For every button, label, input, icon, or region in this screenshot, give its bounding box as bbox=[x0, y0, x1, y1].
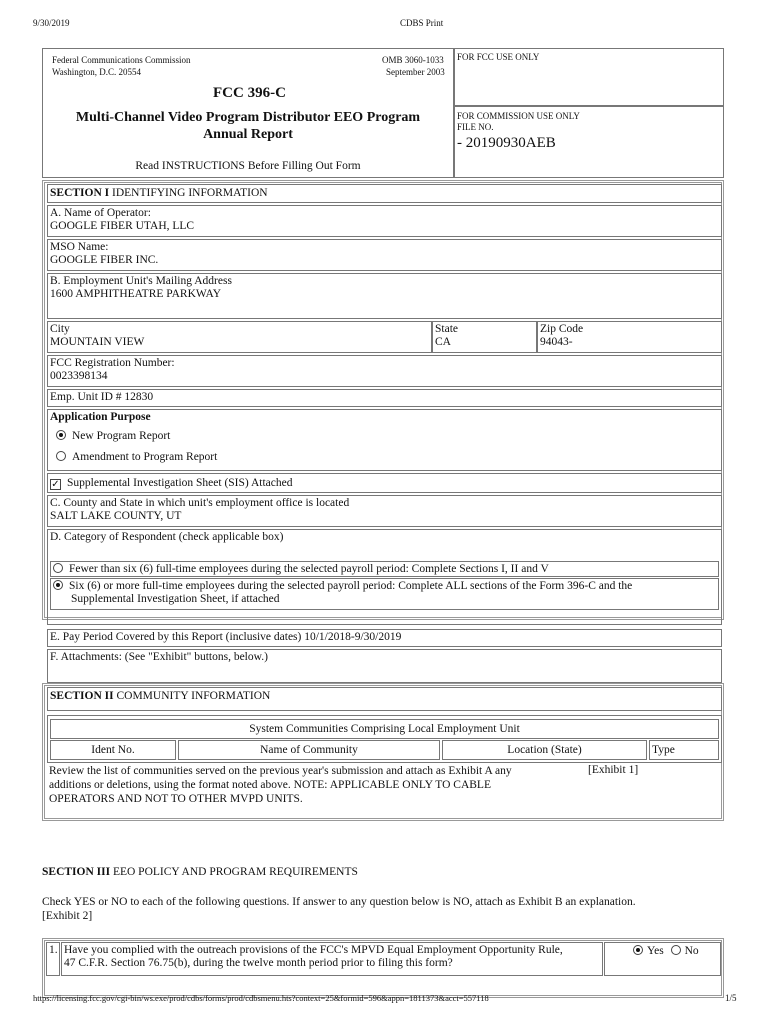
category-field: D. Category of Respondent (check applicable box) bbox=[47, 529, 722, 625]
category-six-or-more-option[interactable]: Six (6) or more full-time employees during the selected payroll period: Complete ALL sections of the Form 396-C and the Supplemental Investigation Sheet, if attached bbox=[50, 578, 719, 610]
section-1-heading: SECTION I IDENTIFYING INFORMATION bbox=[47, 184, 722, 203]
question-1-number: 1. bbox=[46, 942, 60, 976]
communities-table-title: System Communities Comprising Local Employment Unit bbox=[50, 719, 719, 739]
operator-name: GOOGLE FIBER UTAH, LLC bbox=[50, 220, 195, 232]
exhibit-1-link[interactable]: [Exhibit 1] bbox=[588, 764, 639, 776]
purpose-amendment-option[interactable]: Amendment to Program Report bbox=[56, 451, 719, 464]
col-ident-no: Ident No. bbox=[50, 740, 176, 760]
state-field: State CA bbox=[432, 321, 537, 353]
category-fewer-option[interactable]: Fewer than six (6) full-time employees during the selected payroll period: Complete Sections I, II and V bbox=[50, 561, 719, 577]
file-number: - 20190930AEB bbox=[457, 135, 556, 151]
radio-selected-icon[interactable] bbox=[53, 580, 63, 590]
no-option[interactable]: No bbox=[671, 945, 699, 957]
frn-value: 0023398134 bbox=[50, 370, 108, 382]
frn-field: FCC Registration Number: 0023398134 bbox=[47, 355, 722, 387]
agency-city: Washington, D.C. 20554 bbox=[52, 67, 142, 77]
state-value: CA bbox=[435, 336, 451, 348]
radio-empty-icon[interactable] bbox=[56, 451, 66, 461]
city-field: City MOUNTAIN VIEW bbox=[47, 321, 432, 353]
section-2-heading: SECTION II COMMUNITY INFORMATION bbox=[47, 687, 722, 711]
attachments-field: F. Attachments: (See "Exhibit" buttons, below.) bbox=[47, 649, 722, 683]
radio-empty-icon[interactable] bbox=[53, 563, 63, 573]
yes-option[interactable]: Yes bbox=[633, 945, 664, 957]
print-date: 9/30/2019 bbox=[33, 18, 70, 28]
omb-number: OMB 3060-1033 bbox=[382, 55, 444, 65]
sis-attached-row[interactable]: ✓ Supplemental Investigation Sheet (SIS) Attached bbox=[47, 473, 722, 493]
radio-empty-icon[interactable] bbox=[671, 945, 681, 955]
mailing-address: 1600 AMPHITHEATRE PARKWAY bbox=[50, 288, 222, 300]
zip-value: 94043- bbox=[540, 336, 573, 348]
footer-url: https://licensing.fcc.gov/cgi-bin/ws.exe/prod/cdbs/forms/prod/cdbsmenu.hts?context=25&formid=596&appn=1811373&acct=557118 bbox=[33, 993, 489, 1003]
mso-name: GOOGLE FIBER INC. bbox=[50, 254, 159, 266]
city-value: MOUNTAIN VIEW bbox=[50, 336, 145, 348]
form-title-line1: Multi-Channel Video Program Distributor EEO Program bbox=[75, 110, 421, 125]
fcc-use-label: FOR FCC USE ONLY bbox=[457, 52, 540, 62]
review-note: Review the list of communities served on the previous year's submission and attach as Exhibit A any additions or deletions, using the format noted above. NOTE: APPLICABLE ONLY TO CABLE OPERATORS AND NOT TO OTHER MVPD UNITS. bbox=[49, 765, 512, 805]
radio-selected-icon[interactable] bbox=[633, 945, 643, 955]
form-title-line2: Annual Report bbox=[203, 127, 293, 142]
question-1-answer bbox=[604, 942, 721, 976]
application-purpose-field bbox=[47, 409, 722, 471]
mso-name-field: MSO Name: GOOGLE FIBER INC. bbox=[47, 239, 722, 271]
question-1-text: Have you complied with the outreach provisions of the FCC's MPVD Equal Employment Opportunity Rule, 47 C.F.R. Section 76.75(b), during the twelve month period prior to filing this form? bbox=[61, 942, 603, 976]
application-purpose-label: Application Purpose bbox=[50, 411, 151, 423]
purpose-new-option[interactable]: New Program Report bbox=[56, 430, 719, 443]
commission-use-label: FOR COMMISSION USE ONLY bbox=[457, 111, 580, 121]
file-no-label: FILE NO. bbox=[457, 122, 494, 132]
omb-date: September 2003 bbox=[386, 67, 445, 77]
checkbox-checked-icon[interactable]: ✓ bbox=[51, 479, 60, 490]
radio-selected-icon[interactable] bbox=[56, 430, 66, 440]
col-community-name: Name of Community bbox=[178, 740, 440, 760]
form-number: FCC 396-C bbox=[213, 85, 286, 101]
emp-unit-id: Emp. Unit ID # 12830 bbox=[47, 389, 722, 407]
print-title: CDBS Print bbox=[400, 18, 444, 28]
zip-field: Zip Code 94043- bbox=[537, 321, 722, 353]
page-number: 1/5 bbox=[725, 993, 737, 1003]
pay-period-field: E. Pay Period Covered by this Report (inclusive dates) 10/1/2018-9/30/2019 bbox=[47, 629, 722, 647]
instructions-note: Read INSTRUCTIONS Before Filling Out Form bbox=[135, 160, 361, 172]
agency-name: Federal Communications Commission bbox=[52, 55, 191, 65]
section-3-instructions: Check YES or NO to each of the following questions. If answer to any question below is NO, attach as Exhibit B an explanation. [Exhibit 2] bbox=[42, 896, 636, 922]
section-3-heading: SECTION III EEO POLICY AND PROGRAM REQUIREMENTS bbox=[42, 866, 358, 878]
county-field: C. County and State in which unit's employment office is located SALT LAKE COUNTY, UT bbox=[47, 495, 722, 527]
operator-name-field: A. Name of Operator: GOOGLE FIBER UTAH, LLC bbox=[47, 205, 722, 237]
col-type: Type bbox=[649, 740, 719, 760]
mailing-address-field: B. Employment Unit's Mailing Address 1600 AMPHITHEATRE PARKWAY bbox=[47, 273, 722, 319]
col-location-state: Location (State) bbox=[442, 740, 647, 760]
county-value: SALT LAKE COUNTY, UT bbox=[50, 510, 182, 522]
